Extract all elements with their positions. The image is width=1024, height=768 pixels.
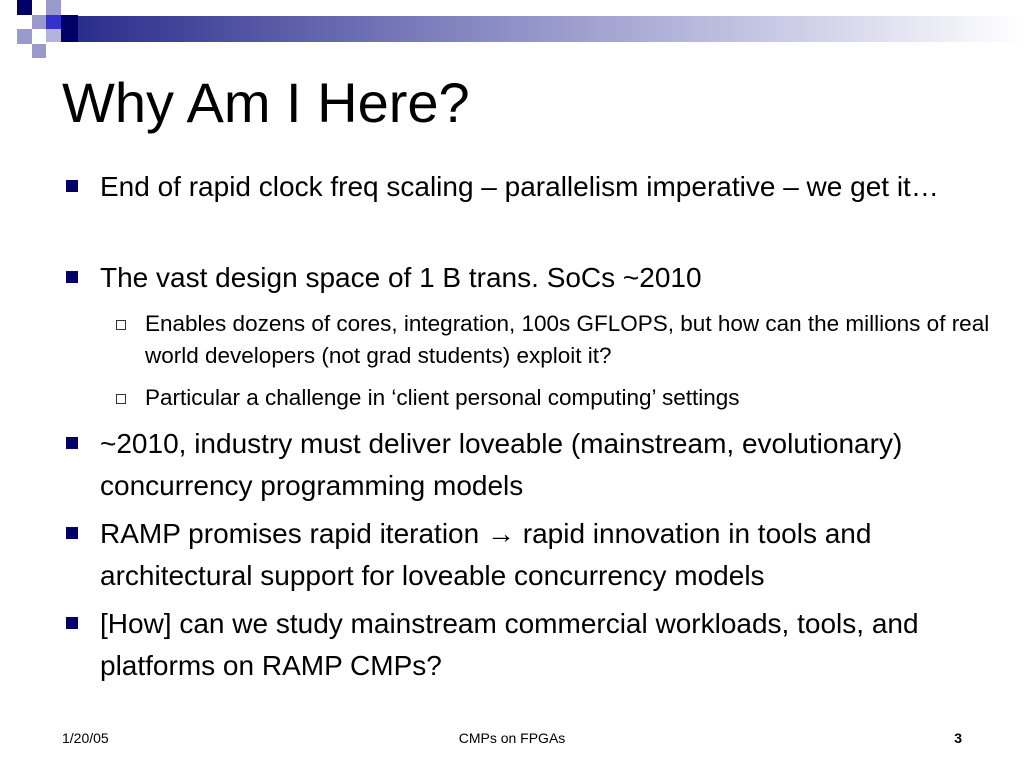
bullet-text: End of rapid clock freq scaling – parallelism imperative – we get it… [100,171,939,202]
sub-bullet-item [145,382,1005,414]
sub-bullet-text: Enables dozens of cores, integration, 100s GFLOPS, but how can the millions of real world developers (not grad students) exploit it? [145,311,990,368]
bullet-item [100,603,1000,687]
footer-date: 1/20/05 [62,730,109,746]
filled-square-icon [66,437,78,449]
filled-square-icon [66,271,78,283]
bullet-item [100,423,1000,507]
filled-square-icon [66,617,78,629]
filled-square-icon [66,527,78,539]
bullet-item [100,166,1000,208]
sub-bullet-text: Particular a challenge in ‘client personal computing’ settings [145,385,740,410]
filled-square-icon [66,180,78,192]
hollow-square-icon [116,394,126,404]
bullet-item [100,257,1000,299]
bullet-text: RAMP promises rapid iteration → rapid innovation in tools and architectural support for loveable concurrency models [100,518,872,591]
bullet-item [100,513,1000,597]
bullet-text: ~2010, industry must deliver loveable (mainstream, evolutionary) concurrency programming models [100,428,903,501]
footer-title: CMPs on FPGAs [458,730,566,746]
sub-bullet-item [145,308,1005,372]
hollow-square-icon [116,320,126,330]
slide-title: Why Am I Here? [62,71,470,134]
bullet-text: The vast design space of 1 B trans. SoCs ~2010 [100,262,702,293]
page-number: 3 [954,730,962,746]
bullet-text: [How] can we study mainstream commercial workloads, tools, and platforms on RAMP CMPs? [100,608,919,681]
